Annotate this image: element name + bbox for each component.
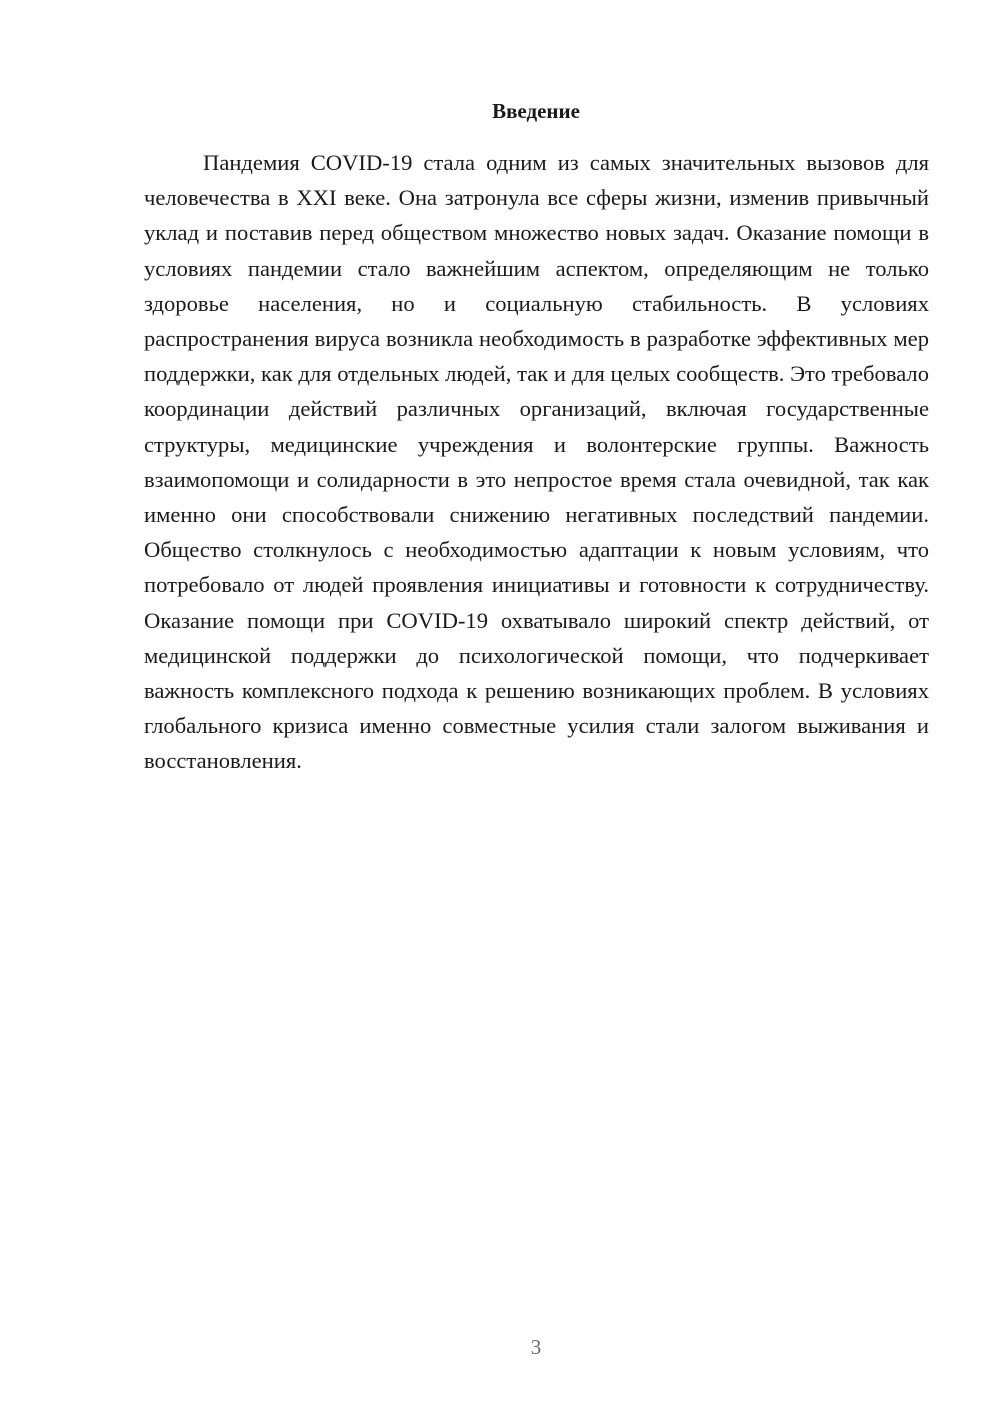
section-heading: Введение xyxy=(492,99,580,123)
introduction-paragraph: Пандемия COVID-19 стала одним из самых значительных вызовов для человечества в XXI веке. Она затронула все сферы жизни, изменив привычный уклад и поставив перед обществом множество новых задач. Оказание помощи в условиях пандемии стало важнейшим аспектом, определяющим не только здоровье населения, но и социальную стабильность. В условиях распространения вируса возникла необходимость в разработке эффективных мер поддержки, как для отдельных людей, так и для целых сообществ. Это требовало координации действий различных организаций, включая государственные структуры, медицинские учреждения и волонтерские группы. Важность взаимопомощи и солидарности в это непростое время стала очевидной, так как именно они способствовали снижению негативных последствий пандемии. Общество столкнулось с необходимостью адаптации к новым условиям, что потребовало от людей проявления инициативы и готовности к сотрудничеству. Оказание помощи при COVID-19 охватывало широкий спектр действий, от медицинской поддержки до психологической помощи, что подчеркивает важность комплексного подхода к решению возникающих проблем. В условиях глобального кризиса именно совместные усилия стали залогом выживания и восстановления. xyxy=(144,150,929,774)
page-number: 3 xyxy=(530,1335,542,1359)
